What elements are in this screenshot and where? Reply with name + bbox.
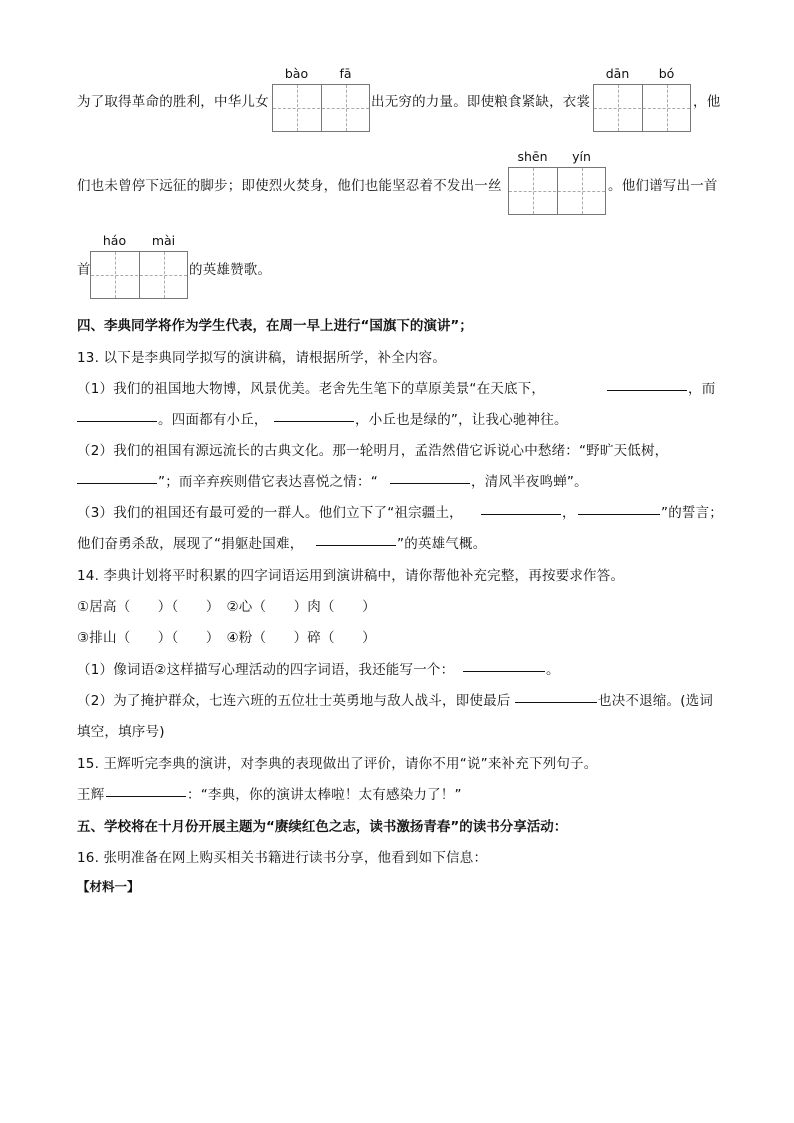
answer-blank[interactable] <box>607 390 687 391</box>
pinyin-label: fā <box>339 66 352 81</box>
question-text: （1）我们的祖国地大物博，风景优美。老舍先生笔下的草原美景“在天底下， <box>77 381 546 397</box>
question-text: 王辉 <box>77 787 105 803</box>
idiom-row: ①居高（ ）（ ） ②心（ ）肉（ ） <box>77 599 376 615</box>
question-16: 16. 张明准备在网上购买相关书籍进行读书分享，他看到如下信息： <box>77 850 488 866</box>
passage-text: 首 <box>77 262 91 278</box>
answer-blank[interactable] <box>515 702 597 703</box>
pinyin-label: mài <box>151 233 176 248</box>
passage-text: 。他们谱写出一首 <box>608 178 718 194</box>
question-text: ，清风半夜鸣蝉”。 <box>471 474 588 490</box>
question-15: 15. 王辉听完李典的演讲，对李典的表现做出了评价，请你不用“说”来补充下列句子。 <box>77 756 598 772</box>
answer-blank[interactable] <box>463 671 545 672</box>
answer-blank[interactable] <box>316 545 396 546</box>
pinyin-label: bó <box>658 66 675 81</box>
question-text: （2）为了掩护群众，七连六班的五位壮士英勇地与敌人战斗，即使最后 <box>77 693 511 709</box>
answer-blank[interactable] <box>77 483 157 484</box>
question-text: 也决不退缩。(选词 <box>598 693 714 709</box>
answer-blank[interactable] <box>578 514 660 515</box>
question-text: （1）像词语②这样描写心理活动的四字词语，我还能写一个： <box>77 662 455 678</box>
character-grid-blank[interactable] <box>508 167 606 215</box>
answer-blank[interactable] <box>274 421 354 422</box>
answer-blank[interactable] <box>390 483 470 484</box>
question-text: ， <box>562 505 576 521</box>
question-text: ”的英雄气概。 <box>397 536 487 552</box>
pinyin-label: háo <box>102 233 127 248</box>
character-grid-blank[interactable] <box>272 84 370 132</box>
pinyin-label: yín <box>572 149 591 164</box>
pinyin-label: dān <box>605 66 630 81</box>
passage-text: 的英雄赞歌。 <box>189 262 272 278</box>
pinyin-label: bào <box>284 66 309 81</box>
question-text: 。四面都有小丘， <box>158 412 268 428</box>
answer-blank[interactable] <box>106 796 186 797</box>
question-text: ，小丘也是绿的”，让我心驰神往。 <box>355 412 568 428</box>
character-grid-blank[interactable] <box>90 251 188 299</box>
question-text: ，而 <box>688 381 716 397</box>
question-text: 他们奋勇杀敌，展现了“捐躯赴国难， <box>77 536 304 552</box>
question-13: 13. 以下是李典同学拟写的演讲稿，请根据所学，补全内容。 <box>77 350 447 366</box>
question-text: ：“李典，你的演讲太棒啦！太有感染力了！” <box>187 787 462 803</box>
passage-text: ，他 <box>693 94 721 110</box>
idiom-row: ③排山（ ）（ ） ④粉（ ）碎（ ） <box>77 630 376 646</box>
pinyin-label: shēn <box>517 149 548 164</box>
passage-text: 们也未曾停下远征的脚步；即使烈火焚身，他们也能坚忍着不发出一丝 <box>77 178 502 194</box>
question-14: 14. 李典计划将平时积累的四字词语运用到演讲稿中，请你帮他补充完整，再按要求作答。 <box>77 568 625 584</box>
question-text: 填空，填序号) <box>77 724 165 740</box>
question-text: ”；而辛弃疾则借它表达喜悦之情：“ <box>158 474 378 490</box>
section-heading: 四、李典同学将作为学生代表，在周一早上进行“国旗下的演讲”； <box>77 318 473 334</box>
passage-text: 出无穷的力量。即使粮食紧缺，衣裳 <box>371 94 591 110</box>
answer-blank[interactable] <box>77 421 157 422</box>
passage-text: 为了取得革命的胜利，中华儿女 <box>77 94 269 110</box>
answer-blank[interactable] <box>481 514 561 515</box>
character-grid-blank[interactable] <box>593 84 691 132</box>
material-label: 【材料一】 <box>77 879 140 894</box>
question-text: （3）我们的祖国还有最可爱的一群人。他们立下了“祖宗疆土， <box>77 505 463 521</box>
question-text: ”的誓言； <box>661 505 723 521</box>
question-text: （2）我们的祖国有源远流长的古典文化。那一轮明月，孟浩然借它诉说心中愁绪：“野旷天低树， <box>77 443 669 459</box>
question-text: 。 <box>546 662 560 678</box>
section-heading: 五、学校将在十月份开展主题为“赓续红色之志，读书激扬青春”的读书分享活动： <box>77 819 568 835</box>
